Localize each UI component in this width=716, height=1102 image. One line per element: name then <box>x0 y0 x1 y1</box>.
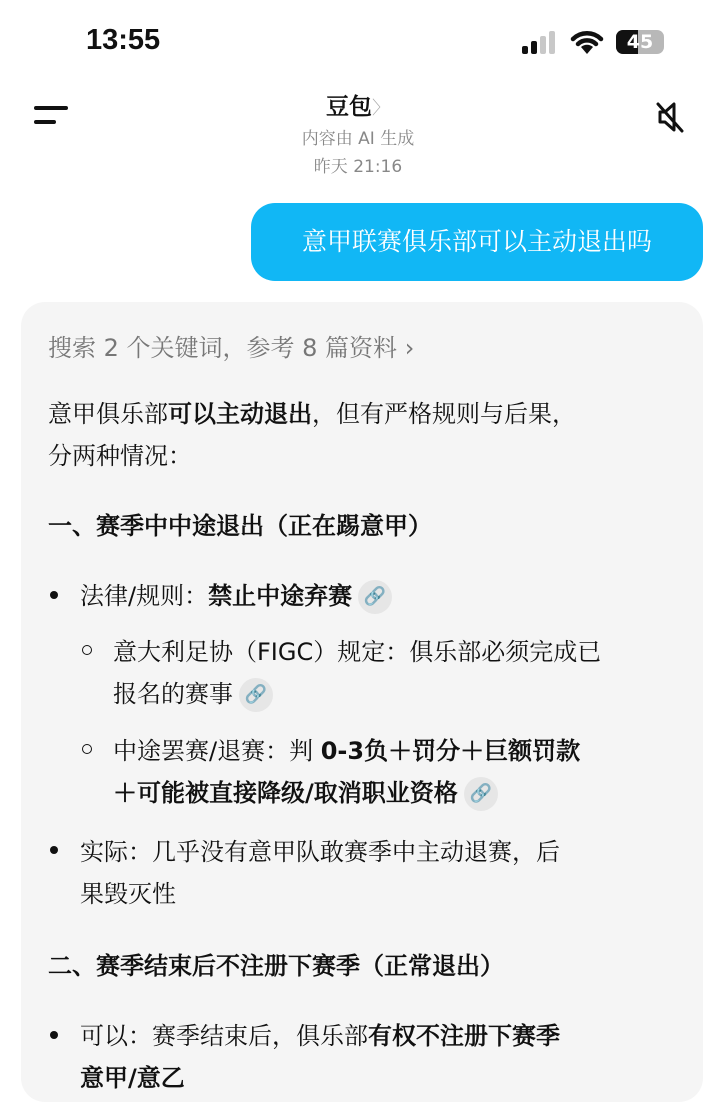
user-message: 意甲联赛俱乐部可以主动退出吗 <box>251 203 703 281</box>
bullet <box>50 591 58 599</box>
list-item-cont: 报名的赛事 🔗 <box>113 674 273 712</box>
bullet <box>50 846 58 854</box>
chevron-right-icon: › <box>404 334 415 362</box>
list-item: 法律/规则：禁止中途弃赛 🔗 <box>80 576 392 614</box>
list-item: 中途罢赛/退赛：判 0-3负＋罚分＋巨额罚款 <box>113 737 581 765</box>
list-item: 意大利足协（FIGC）规定：俱乐部必须完成已 <box>113 638 602 666</box>
list-item: 实际：几乎没有意甲队敢赛季中主动退赛，后 <box>80 838 560 866</box>
status-time: 13:55 <box>86 24 161 56</box>
sources-link[interactable]: 搜索 2 个关键词，参考 8 篇资料 › <box>48 334 415 362</box>
section-heading-2: 二、赛季结束后不注册下赛季（正常退出） <box>48 952 504 980</box>
link-icon[interactable]: 🔗 <box>464 777 498 811</box>
ai-notice: 内容由 AI 生成 <box>301 129 415 149</box>
chat-timestamp: 昨天 21:16 <box>313 157 403 177</box>
section-heading-1: 一、赛季中中途退出（正在踢意甲） <box>48 512 432 540</box>
link-icon[interactable]: 🔗 <box>358 580 392 614</box>
intro-text: 意甲俱乐部可以主动退出，但有严格规则与后果， <box>48 400 576 428</box>
bullet <box>50 1031 58 1039</box>
intro-text-2: 分两种情况： <box>48 442 192 470</box>
signal-icon <box>522 30 555 54</box>
list-item-cont: ＋可能被直接降级/取消职业资格 🔗 <box>113 773 498 811</box>
mute-icon[interactable] <box>654 100 686 134</box>
sub-bullet <box>82 744 92 754</box>
battery-icon: 45 <box>616 30 664 54</box>
list-item: 可以：赛季结束后，俱乐部有权不注册下赛季 <box>80 1022 560 1050</box>
wifi-icon <box>569 28 605 56</box>
link-icon[interactable]: 🔗 <box>239 678 273 712</box>
chat-title[interactable]: 豆包〉 <box>326 94 390 120</box>
sub-bullet <box>82 645 92 655</box>
list-item-cont: 意甲/意乙 <box>80 1064 185 1092</box>
chevron-right-icon: 〉 <box>372 98 390 119</box>
list-item-cont: 果毁灭性 <box>80 880 176 908</box>
